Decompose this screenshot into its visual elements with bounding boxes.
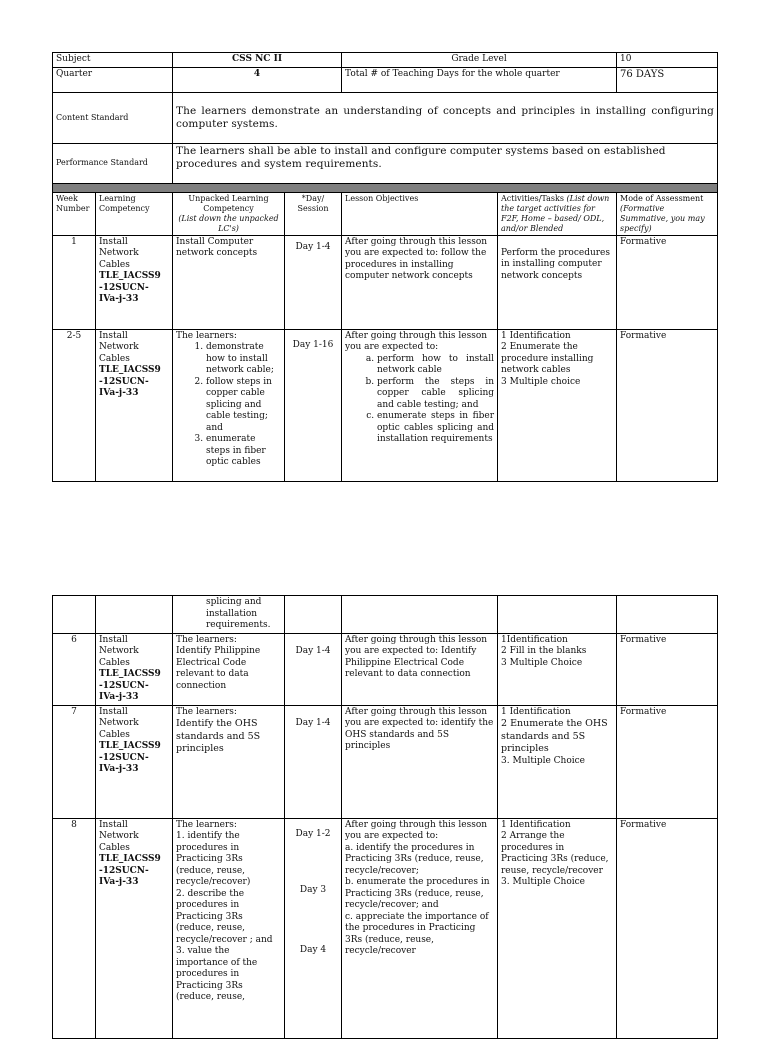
day-session: Day 1-4	[285, 633, 342, 705]
col-day-session: *Day/ Session	[285, 192, 342, 235]
activities: 1 Identification 2 Enumerate the OHS standards and 5S principles 3. Multiple Choice	[498, 705, 617, 818]
learning-competency: Install Network Cables TLE_IACSS9 -12SUCN- IVa-j-33	[96, 818, 173, 1038]
unpacked-lc: The learners: Identify Philippine Electrical Code relevant to data connection	[173, 633, 285, 705]
activities: 1 Identification 2 Enumerate the procedure installing network cables 3 Multiple choice	[498, 329, 617, 481]
day-session: Day 1-4	[285, 705, 342, 818]
unpacked-lc: Install Computer network concepts	[173, 235, 285, 329]
table-row	[53, 705, 718, 818]
col-activities: Activities/Tasks (List down the target activities for F2F, Home – based/ ODL, and/or Blended	[498, 192, 617, 235]
performance-standard-value: The learners shall be able to install and configure computer systems based on established procedures and system requirements.	[173, 143, 718, 183]
list-item: 1. demonstrate how to install network cable;	[206, 342, 281, 377]
lesson-objectives: After going through this lesson you are expected to: follow the procedures in installing computer network concepts	[342, 235, 498, 329]
lesson-objectives: After going through this lesson you are expected to: Identify Philippine Electrical Code relevant to data connection	[342, 633, 498, 705]
grade-level-value: 10	[617, 53, 718, 68]
list-item: b. perform the steps in copper cable splicing and cable testing; and	[377, 377, 494, 412]
learning-competency: Install Network Cables TLE_IACSS9 -12SUCN- IVa-j-33	[96, 235, 173, 329]
grade-level-label: Grade Level	[342, 53, 617, 68]
content-standard-label: Content Standard	[53, 92, 173, 143]
list-item: a. perform how to install network cable	[377, 354, 494, 377]
col-mode-of-assessment: Mode of Assessment (Formative Summative, you may specify)	[617, 192, 718, 235]
table-row	[53, 596, 718, 634]
curriculum-table-top	[52, 52, 717, 482]
unpacked-lc-continued: splicing and installation requirements.	[173, 596, 285, 634]
col-unpacked-lc: Unpacked Learning Competency (List down the unpacked LC's)	[173, 192, 285, 235]
week-number: 6	[53, 633, 96, 705]
teaching-days-label: Total # of Teaching Days for the whole quarter	[342, 67, 617, 92]
day-session: Day 1-16	[285, 329, 342, 481]
week-number: 7	[53, 705, 96, 818]
day-session: Day 1-4	[285, 235, 342, 329]
col-lesson-objectives: Lesson Objectives	[342, 192, 498, 235]
table-row	[53, 633, 718, 705]
quarter-value: 4	[173, 67, 342, 92]
week-number: 2-5	[53, 329, 96, 481]
activities: 1 Identification 2 Arrange the procedures in Practicing 3Rs (reduce, reuse, recycle/recover 3. Multiple Choice	[498, 818, 617, 1038]
learning-competency: Install Network Cables TLE_IACSS9 -12SUCN- IVa-j-33	[96, 329, 173, 481]
col-learning-competency: Learning Competency	[96, 192, 173, 235]
table-row	[53, 818, 718, 1038]
content-standard-value: The learners demonstrate an understanding of concepts and principles in installing configuring computer systems.	[173, 92, 718, 143]
lesson-objectives: After going through this lesson you are expected to: a. perform how to install network cable b. perform the steps in copper cable splicing and cable testing; and c. enumerate steps in fiber optic cables splicing and installation requirements	[342, 329, 498, 481]
learning-competency: Install Network Cables TLE_IACSS9 -12SUCN- IVa-j-33	[96, 705, 173, 818]
col-week: Week Number	[53, 192, 96, 235]
separator-bar	[53, 183, 718, 192]
unpacked-lc: The learners: 1. identify the procedures in Practicing 3Rs (reduce, reuse, recycle/recover) 2. describe the procedures in Practicing 3Rs (reduce, reuse, recycle/recover ; and 3. value the importance of the procedures in Practicing 3Rs (reduce, reuse,	[173, 818, 285, 1038]
subject-value: CSS NC II	[173, 53, 342, 68]
performance-standard-label: Performance Standard	[53, 143, 173, 183]
mode-of-assessment: Formative	[617, 633, 718, 705]
list-item: 2. follow steps in copper cable splicing and cable testing; and	[206, 377, 281, 435]
teaching-days-value: 76 DAYS	[617, 67, 718, 92]
lesson-objectives: After going through this lesson you are expected to: a. identify the procedures in Practicing 3Rs (reduce, reuse, recycle/recover; b. enumerate the procedures in Practicing 3Rs (reduce, reuse, recycle/recover; and c. appreciate the importance of the procedures in Practicing 3Rs (reduce, reuse, recycle/recover	[342, 818, 498, 1038]
unpacked-lc: The learners: Identify the OHS standards and 5S principles	[173, 705, 285, 818]
unpacked-lc: The learners: 1. demonstrate how to install network cable; 2. follow steps in copper cable splicing and cable testing; and 3. enumerate steps in fiber optic cables	[173, 329, 285, 481]
mode-of-assessment: Formative	[617, 818, 718, 1038]
quarter-label: Quarter	[53, 67, 173, 92]
lesson-objectives: After going through this lesson you are expected to: identify the OHS standards and 5S principles	[342, 705, 498, 818]
day-session: Day 1-2 Day 3 Day 4	[285, 818, 342, 1038]
table-row	[53, 329, 718, 481]
week-number: 8	[53, 818, 96, 1038]
list-item: c. enumerate steps in fiber optic cables splicing and installation requirements	[377, 411, 494, 446]
table-row	[53, 235, 718, 329]
activities: Perform the procedures in installing computer network concepts	[498, 235, 617, 329]
learning-competency: Install Network Cables TLE_IACSS9 -12SUCN- IVa-j-33	[96, 633, 173, 705]
mode-of-assessment: Formative	[617, 235, 718, 329]
activities: 1Identification 2 Fill in the blanks 3 Multiple Choice	[498, 633, 617, 705]
subject-label: Subject	[53, 53, 173, 68]
mode-of-assessment: Formative	[617, 329, 718, 481]
list-item: 3. enumerate steps in fiber optic cables	[206, 434, 281, 469]
mode-of-assessment: Formative	[617, 705, 718, 818]
curriculum-table-bottom	[52, 595, 717, 1039]
week-number: 1	[53, 235, 96, 329]
